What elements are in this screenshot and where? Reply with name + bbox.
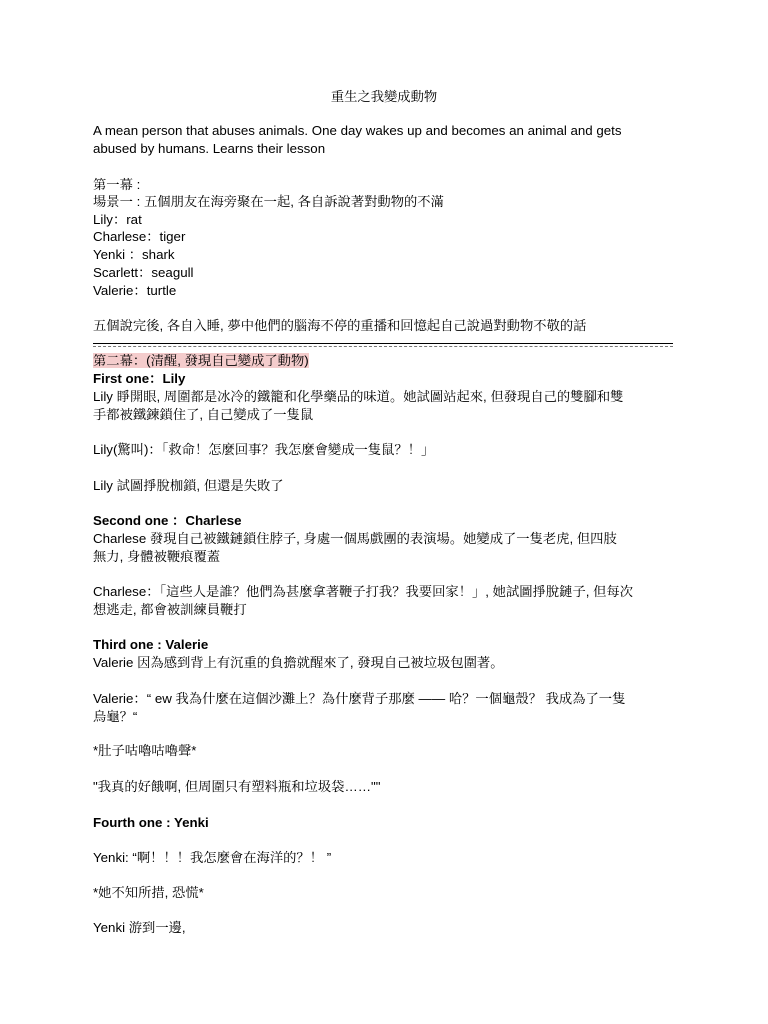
summary-line-1: A mean person that abuses animals. One day wakes up and becomes an animal and gets	[93, 123, 622, 138]
first-desc-1: Lily 睜開眼, 周圍都是冰冷的鐵籠和化學藥品的味道。她試圖站起來, 但發現自己的雙腳和雙	[93, 389, 624, 404]
third-dialogue-1: Valerie：“ ew 我為什麼在這個沙灘上？為什麼背子那麼 —— 哈？一個龜殼？ 我成為了一隻	[93, 691, 626, 706]
third-dialogue-2: 烏龜？“	[93, 709, 138, 724]
document-title: 重生之我變成動物	[330, 89, 438, 104]
third-sound: *肚子咕嚕咕嚕聲*	[93, 743, 197, 758]
third-desc: Valerie 因為感到背上有沉重的負擔就醒來了, 發現自己被垃圾包圍著。	[93, 655, 504, 670]
act2-heading: 第二幕：(清醒, 發現自己變成了動物)	[93, 353, 309, 368]
cast-scarlett: Scarlett：seagull	[93, 265, 194, 280]
cast-charlese: Charlese：tiger	[93, 229, 186, 244]
second-dialogue-1: Charlese：「這些人是誰？他們為甚麼拿著鞭子打我？我要回家！」, 她試圖掙脫鏈子, 但每次	[93, 584, 634, 599]
cast-valerie: Valerie：turtle	[93, 283, 177, 298]
first-one-label: First one：Lily	[93, 371, 186, 386]
summary-line-2: abused by humans. Learns their lesson	[93, 141, 326, 156]
first-desc-2: 手都被鐵鍊鎖住了, 自己變成了一隻鼠	[93, 407, 314, 422]
cast-lily: Lily：rat	[93, 212, 142, 227]
fourth-action: *她不知所措, 恐慌*	[93, 885, 204, 900]
first-dialogue: Lily(驚叫)：「救命！怎麼回事？我怎麼會變成一隻鼠？！」	[93, 442, 435, 457]
second-desc-1: Charlese 發現自己被鐵鏈鎖住脖子, 身處一個馬戲團的表演場。她變成了一隻老虎, 但四肢	[93, 531, 617, 546]
section-divider-dashed	[93, 346, 673, 347]
act1-closing: 五個說完後, 各自入睡, 夢中他們的腦海不停的重播和回憶起自己說過對動物不敬的話	[93, 318, 587, 333]
second-one-label: Second one ：Charlese	[93, 513, 242, 528]
act1-heading: 第一幕 :	[93, 177, 141, 192]
act1-scene: 場景一 : 五個朋友在海旁聚在一起, 各自訴說著對動物的不滿	[93, 194, 444, 209]
fourth-move: Yenki 游到一邊,	[93, 920, 186, 935]
section-divider	[93, 343, 673, 344]
second-dialogue-2: 想逃走, 都會被訓練員鞭打	[93, 602, 247, 617]
cast-yenki: Yenki ：shark	[93, 247, 175, 262]
third-one-label: Third one : Valerie	[93, 637, 209, 652]
second-desc-2: 無力, 身體被鞭痕覆蓋	[93, 549, 221, 564]
fourth-one-label: Fourth one : Yenki	[93, 815, 209, 830]
third-thought: "我真的好餓啊, 但周圍只有塑料瓶和垃圾袋……""	[93, 779, 381, 794]
first-action: Lily 試圖掙脫枷鎖, 但還是失敗了	[93, 478, 284, 493]
fourth-dialogue: Yenki: “啊！！！我怎麼會在海洋的？！ ”	[93, 850, 332, 865]
